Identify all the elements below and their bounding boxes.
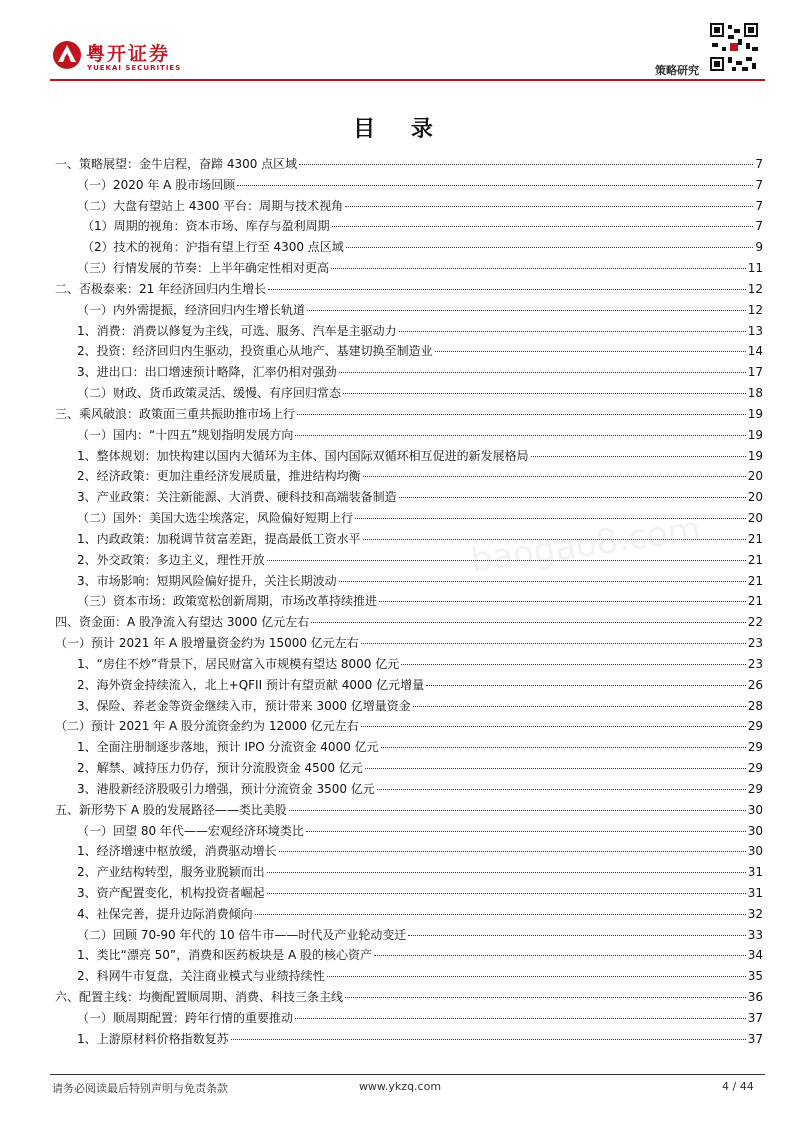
toc-entry-page: 21 bbox=[747, 552, 763, 567]
toc-entry-label: 1、全面注册制逐步落地，预计 IPO 分流资金 4000 亿元 bbox=[77, 740, 379, 755]
toc-leader-dots bbox=[311, 622, 746, 623]
toc-entry[interactable] bbox=[55, 697, 763, 718]
toc-entry-page: 35 bbox=[747, 969, 763, 984]
toc-entry-page: 7 bbox=[755, 157, 763, 171]
toc-entry[interactable] bbox=[55, 905, 763, 926]
header-rule bbox=[50, 79, 765, 81]
toc-entry-page: 26 bbox=[747, 677, 763, 692]
toc-entry[interactable] bbox=[55, 738, 763, 759]
toc-entry[interactable] bbox=[55, 926, 763, 947]
toc-entry[interactable] bbox=[55, 822, 763, 843]
toc-leader-dots bbox=[399, 497, 746, 498]
toc-leader-dots bbox=[306, 831, 746, 832]
toc-leader-dots bbox=[267, 560, 746, 561]
toc-entry[interactable] bbox=[55, 572, 763, 593]
toc-entry-label: 1、整体规划：加快构建以国内大循环为主体、国内国际双循环相互促进的新发展格局 bbox=[77, 448, 529, 463]
toc-leader-dots bbox=[345, 206, 753, 207]
toc-entry[interactable] bbox=[55, 863, 763, 884]
toc-entry[interactable] bbox=[55, 238, 763, 259]
toc-entry-page: 32 bbox=[747, 906, 763, 921]
toc-entry-page: 37 bbox=[747, 1031, 763, 1046]
toc-leader-dots bbox=[379, 601, 746, 602]
toc-entry-page: 12 bbox=[747, 281, 763, 296]
toc-leader-dots bbox=[332, 226, 754, 227]
footer-rule bbox=[50, 1074, 765, 1075]
toc-entry[interactable] bbox=[55, 488, 763, 509]
toc-entry-page: 20 bbox=[747, 511, 763, 526]
toc-entry-page: 29 bbox=[747, 761, 763, 776]
toc-entry-label: 1、内政政策：加税调节贫富差距，提高最低工资水平 bbox=[77, 531, 361, 546]
toc-entry-label: （一）国内：“十四五”规划指明发展方向 bbox=[77, 427, 294, 442]
toc-entry-label: 2、外交政策：多边主义，理性开放 bbox=[77, 552, 265, 567]
toc-leader-dots bbox=[339, 372, 746, 373]
toc-leader-dots bbox=[279, 851, 746, 852]
toc-entry-label: 2、海外资金持续流入，北上+QFII 预计有望贡献 4000 亿元增量 bbox=[77, 677, 425, 692]
toc-leader-dots bbox=[299, 164, 753, 165]
toc-entry-label: （二）国外：美国大选尘埃落定，风险偏好短期上行 bbox=[77, 511, 354, 526]
toc-entry-label: 三、乘风破浪：政策面三重共振助推市场上行 bbox=[55, 406, 296, 421]
toc-entry-page: 20 bbox=[747, 469, 763, 484]
toc-entry-page: 20 bbox=[747, 490, 763, 505]
toc-entry[interactable] bbox=[55, 447, 763, 468]
toc-entry-label: 2、解禁、减持压力仍存，预计分流股资金 4500 亿元 bbox=[77, 761, 363, 776]
toc-entry-label: （二）大盘有望站上 4300 平台：周期与技术视角 bbox=[77, 198, 344, 213]
table-of-contents bbox=[55, 155, 763, 1051]
toc-entry-label: （一）内外需提振，经济回归内生增长轨道 bbox=[77, 302, 306, 317]
toc-leader-dots bbox=[401, 664, 745, 665]
toc-entry-page: 21 bbox=[747, 594, 763, 609]
toc-leader-dots bbox=[361, 726, 746, 727]
toc-entry[interactable] bbox=[55, 197, 763, 218]
toc-entry-page: 29 bbox=[747, 740, 763, 755]
toc-entry-page: 11 bbox=[747, 261, 763, 276]
toc-entry[interactable] bbox=[55, 405, 763, 426]
toc-leader-dots bbox=[355, 518, 746, 519]
toc-entry-label: 2、投资：经济回归内生驱动，投资重心从地产、基建切换至制造业 bbox=[77, 344, 433, 359]
footer-disclaimer: 请务必阅读最后特别声明与免责条款 bbox=[52, 1082, 228, 1095]
toc-entry[interactable] bbox=[55, 217, 763, 238]
toc-entry[interactable] bbox=[55, 363, 763, 384]
toc-entry[interactable] bbox=[55, 988, 763, 1009]
toc-entry-label: 2、经济政策：更加注重经济发展质量，推进结构均衡 bbox=[77, 469, 361, 484]
toc-entry-page: 9 bbox=[755, 240, 763, 255]
toc-leader-dots bbox=[295, 435, 745, 436]
toc-entry-page: 30 bbox=[747, 802, 763, 817]
toc-entry-page: 13 bbox=[747, 323, 763, 338]
toc-entry[interactable] bbox=[55, 1009, 763, 1030]
toc-entry-label: 3、港股新经济股吸引力增强，预计分流资金 3500 亿元 bbox=[77, 781, 375, 796]
toc-entry[interactable] bbox=[55, 280, 763, 301]
toc-entry-label: 3、产业政策：关注新能源、大消费、硬科技和高端装备制造 bbox=[77, 490, 397, 505]
toc-leader-dots bbox=[363, 539, 746, 540]
toc-entry-page: 21 bbox=[747, 573, 763, 588]
toc-leader-dots bbox=[361, 643, 746, 644]
toc-entry[interactable] bbox=[55, 759, 763, 780]
toc-entry[interactable] bbox=[55, 780, 763, 801]
toc-entry-label: （二）回顾 70-90 年代的 10 倍牛市——时代及产业轮动变迁 bbox=[77, 927, 407, 942]
toc-leader-dots bbox=[307, 310, 746, 311]
toc-entry[interactable] bbox=[55, 842, 763, 863]
toc-entry[interactable] bbox=[55, 509, 763, 530]
toc-entry-label: 3、资产配置变化，机构投资者崛起 bbox=[77, 885, 265, 900]
toc-leader-dots bbox=[408, 935, 745, 936]
toc-leader-dots bbox=[374, 955, 746, 956]
toc-entry-page: 21 bbox=[747, 531, 763, 546]
toc-entry-page: 18 bbox=[747, 386, 763, 401]
toc-leader-dots bbox=[297, 414, 746, 415]
toc-entry-label: 1、“房住不炒”背景下，居民财富入市规模有望达 8000 亿元 bbox=[77, 656, 400, 671]
toc-entry-page: 7 bbox=[755, 198, 763, 213]
toc-leader-dots bbox=[267, 872, 746, 873]
toc-leader-dots bbox=[327, 976, 746, 977]
toc-entry[interactable] bbox=[55, 884, 763, 905]
toc-leader-dots bbox=[339, 581, 746, 582]
toc-entry[interactable] bbox=[55, 342, 763, 363]
toc-entry-label: （一）2020 年 A 股市场回顾 bbox=[77, 177, 236, 192]
toc-entry-label: 3、市场影响：短期风险偏好提升，关注长期波动 bbox=[77, 573, 337, 588]
toc-entry-page: 23 bbox=[747, 656, 763, 671]
toc-entry[interactable] bbox=[55, 551, 763, 572]
toc-entry-page: 7 bbox=[755, 219, 763, 234]
toc-leader-dots bbox=[345, 997, 746, 998]
toc-entry-label: 六、配置主线：均衡配置顺周期、消费、科技三条主线 bbox=[55, 990, 344, 1005]
toc-entry[interactable] bbox=[55, 613, 763, 634]
toc-leader-dots bbox=[331, 268, 746, 269]
toc-leader-dots bbox=[399, 331, 746, 332]
toc-entry-page: 30 bbox=[747, 844, 763, 859]
toc-entry-page: 33 bbox=[747, 927, 763, 942]
toc-leader-dots bbox=[289, 810, 746, 811]
toc-entry[interactable] bbox=[55, 1030, 763, 1051]
toc-entry[interactable] bbox=[55, 384, 763, 405]
toc-entry[interactable] bbox=[55, 967, 763, 988]
toc-leader-dots bbox=[363, 476, 746, 477]
toc-entry-label: （三）资本市场：政策宽松创新周期，市场改革持续推进 bbox=[77, 594, 378, 609]
toc-entry-label: （一）预计 2021 年 A 股增量资金约为 15000 亿元左右 bbox=[55, 636, 359, 651]
toc-leader-dots bbox=[413, 706, 746, 707]
toc-entry-page: 19 bbox=[747, 448, 763, 463]
toc-entry-label: 3、保险、养老金等资金继续入市，预计带来 3000 亿增量资金 bbox=[77, 698, 411, 713]
toc-leader-dots bbox=[295, 1018, 746, 1019]
toc-entry-label: 四、资金面：A 股净流入有望达 3000 亿元左右 bbox=[55, 615, 310, 630]
toc-entry-page: 31 bbox=[747, 865, 763, 880]
toc-entry-page: 19 bbox=[747, 406, 763, 421]
toc-entry[interactable] bbox=[55, 946, 763, 967]
toc-entry-label: （1）周期的视角：资本市场、库存与盈利周期 bbox=[82, 219, 330, 234]
toc-entry-label: 一、策略展望：金牛启程，奋蹄 4300 点区域 bbox=[55, 157, 298, 171]
toc-entry-label: （三）行情发展的节奏：上半年确定性相对更高 bbox=[77, 261, 330, 276]
toc-entry-label: 1、上游原材料价格指数复苏 bbox=[77, 1031, 229, 1046]
toc-entry-label: 2、科网牛市复盘，关注商业模式与业绩持续性 bbox=[77, 969, 325, 984]
toc-leader-dots bbox=[343, 393, 746, 394]
toc-leader-dots bbox=[255, 914, 746, 915]
toc-entry-page: 30 bbox=[747, 823, 763, 838]
brand-name-cn: 粤开证券 bbox=[86, 43, 171, 65]
toc-leader-dots bbox=[346, 247, 754, 248]
toc-entry-label: 五、新形势下 A 股的发展路径——类比美股 bbox=[55, 802, 287, 817]
toc-entry-page: 34 bbox=[747, 948, 763, 963]
toc-leader-dots bbox=[267, 893, 746, 894]
toc-entry[interactable] bbox=[55, 717, 763, 738]
toc-entry-label: 3、进出口：出口增速预计略降，汇率仍相对强劲 bbox=[77, 365, 337, 380]
toc-entry-label: （二）财政、货币政策灵活、缓慢、有序回归常态 bbox=[77, 386, 342, 401]
yuekai-logo-icon bbox=[52, 40, 82, 70]
footer-url[interactable]: www.ykzq.com bbox=[358, 1080, 442, 1093]
page-header bbox=[0, 0, 800, 82]
page-title: 目 录 bbox=[353, 117, 447, 142]
toc-leader-dots bbox=[231, 1039, 746, 1040]
toc-leader-dots bbox=[268, 289, 746, 290]
toc-entry-page: 31 bbox=[747, 885, 763, 900]
toc-entry[interactable] bbox=[55, 322, 763, 343]
toc-entry[interactable] bbox=[55, 155, 763, 176]
toc-entry[interactable] bbox=[55, 801, 763, 822]
toc-entry-page: 19 bbox=[747, 427, 763, 442]
toc-entry-page: 36 bbox=[747, 990, 763, 1005]
report-type: 策略研究 bbox=[655, 64, 699, 77]
toc-entry-label: （一）回望 80 年代——宏观经济环境类比 bbox=[77, 823, 304, 838]
toc-entry[interactable] bbox=[55, 655, 763, 676]
qr-code-icon bbox=[708, 21, 760, 73]
toc-entry-page: 14 bbox=[747, 344, 763, 359]
toc-leader-dots bbox=[237, 185, 753, 186]
toc-leader-dots bbox=[435, 351, 746, 352]
brand-name-en: YUEKAI SECURITIES bbox=[87, 64, 182, 72]
toc-leader-dots bbox=[381, 747, 746, 748]
toc-entry-label: 1、消费：消费以修复为主线，可选、服务、汽车是主驱动力 bbox=[77, 323, 397, 338]
toc-entry[interactable] bbox=[55, 467, 763, 488]
footer-page-number: 4 / 44 bbox=[722, 1080, 754, 1093]
toc-entry-page: 29 bbox=[747, 719, 763, 734]
toc-entry-label: 二、否极泰来：21 年经济回归内生增长 bbox=[55, 281, 267, 296]
toc-leader-dots bbox=[365, 768, 746, 769]
toc-entry-page: 7 bbox=[755, 177, 763, 192]
toc-entry-page: 22 bbox=[747, 615, 763, 630]
toc-entry-page: 37 bbox=[747, 1010, 763, 1025]
toc-leader-dots bbox=[426, 685, 746, 686]
toc-entry-label: 4、社保完善，提升边际消费倾向 bbox=[77, 906, 253, 921]
toc-leader-dots bbox=[531, 456, 746, 457]
toc-entry[interactable] bbox=[55, 530, 763, 551]
toc-entry[interactable] bbox=[55, 259, 763, 280]
toc-entry-label: （2）技术的视角：沪指有望上行至 4300 点区域 bbox=[82, 240, 344, 255]
toc-entry[interactable] bbox=[55, 634, 763, 655]
toc-entry[interactable] bbox=[55, 176, 763, 197]
toc-entry-label: 2、产业结构转型，服务业脱颖而出 bbox=[77, 865, 265, 880]
toc-entry[interactable] bbox=[55, 676, 763, 697]
toc-leader-dots bbox=[377, 789, 746, 790]
watermark: baogao8.com bbox=[468, 509, 704, 581]
toc-entry-page: 28 bbox=[747, 698, 763, 713]
toc-entry[interactable] bbox=[55, 592, 763, 613]
toc-entry-page: 29 bbox=[747, 781, 763, 796]
toc-entry[interactable] bbox=[55, 426, 763, 447]
toc-entry-page: 17 bbox=[747, 365, 763, 380]
toc-entry-label: 1、类比“漂亮 50”，消费和医药板块是 A 股的核心资产 bbox=[77, 948, 372, 963]
toc-entry-label: （一）顺周期配置：跨年行情的重要推动 bbox=[77, 1010, 294, 1025]
toc-entry-label: （二）预计 2021 年 A 股分流资金约为 12000 亿元左右 bbox=[55, 719, 359, 734]
toc-entry-page: 12 bbox=[747, 302, 763, 317]
toc-entry[interactable] bbox=[55, 301, 763, 322]
toc-entry-label: 1、经济增速中枢放缓，消费驱动增长 bbox=[77, 844, 277, 859]
toc-entry-page: 23 bbox=[747, 636, 763, 651]
